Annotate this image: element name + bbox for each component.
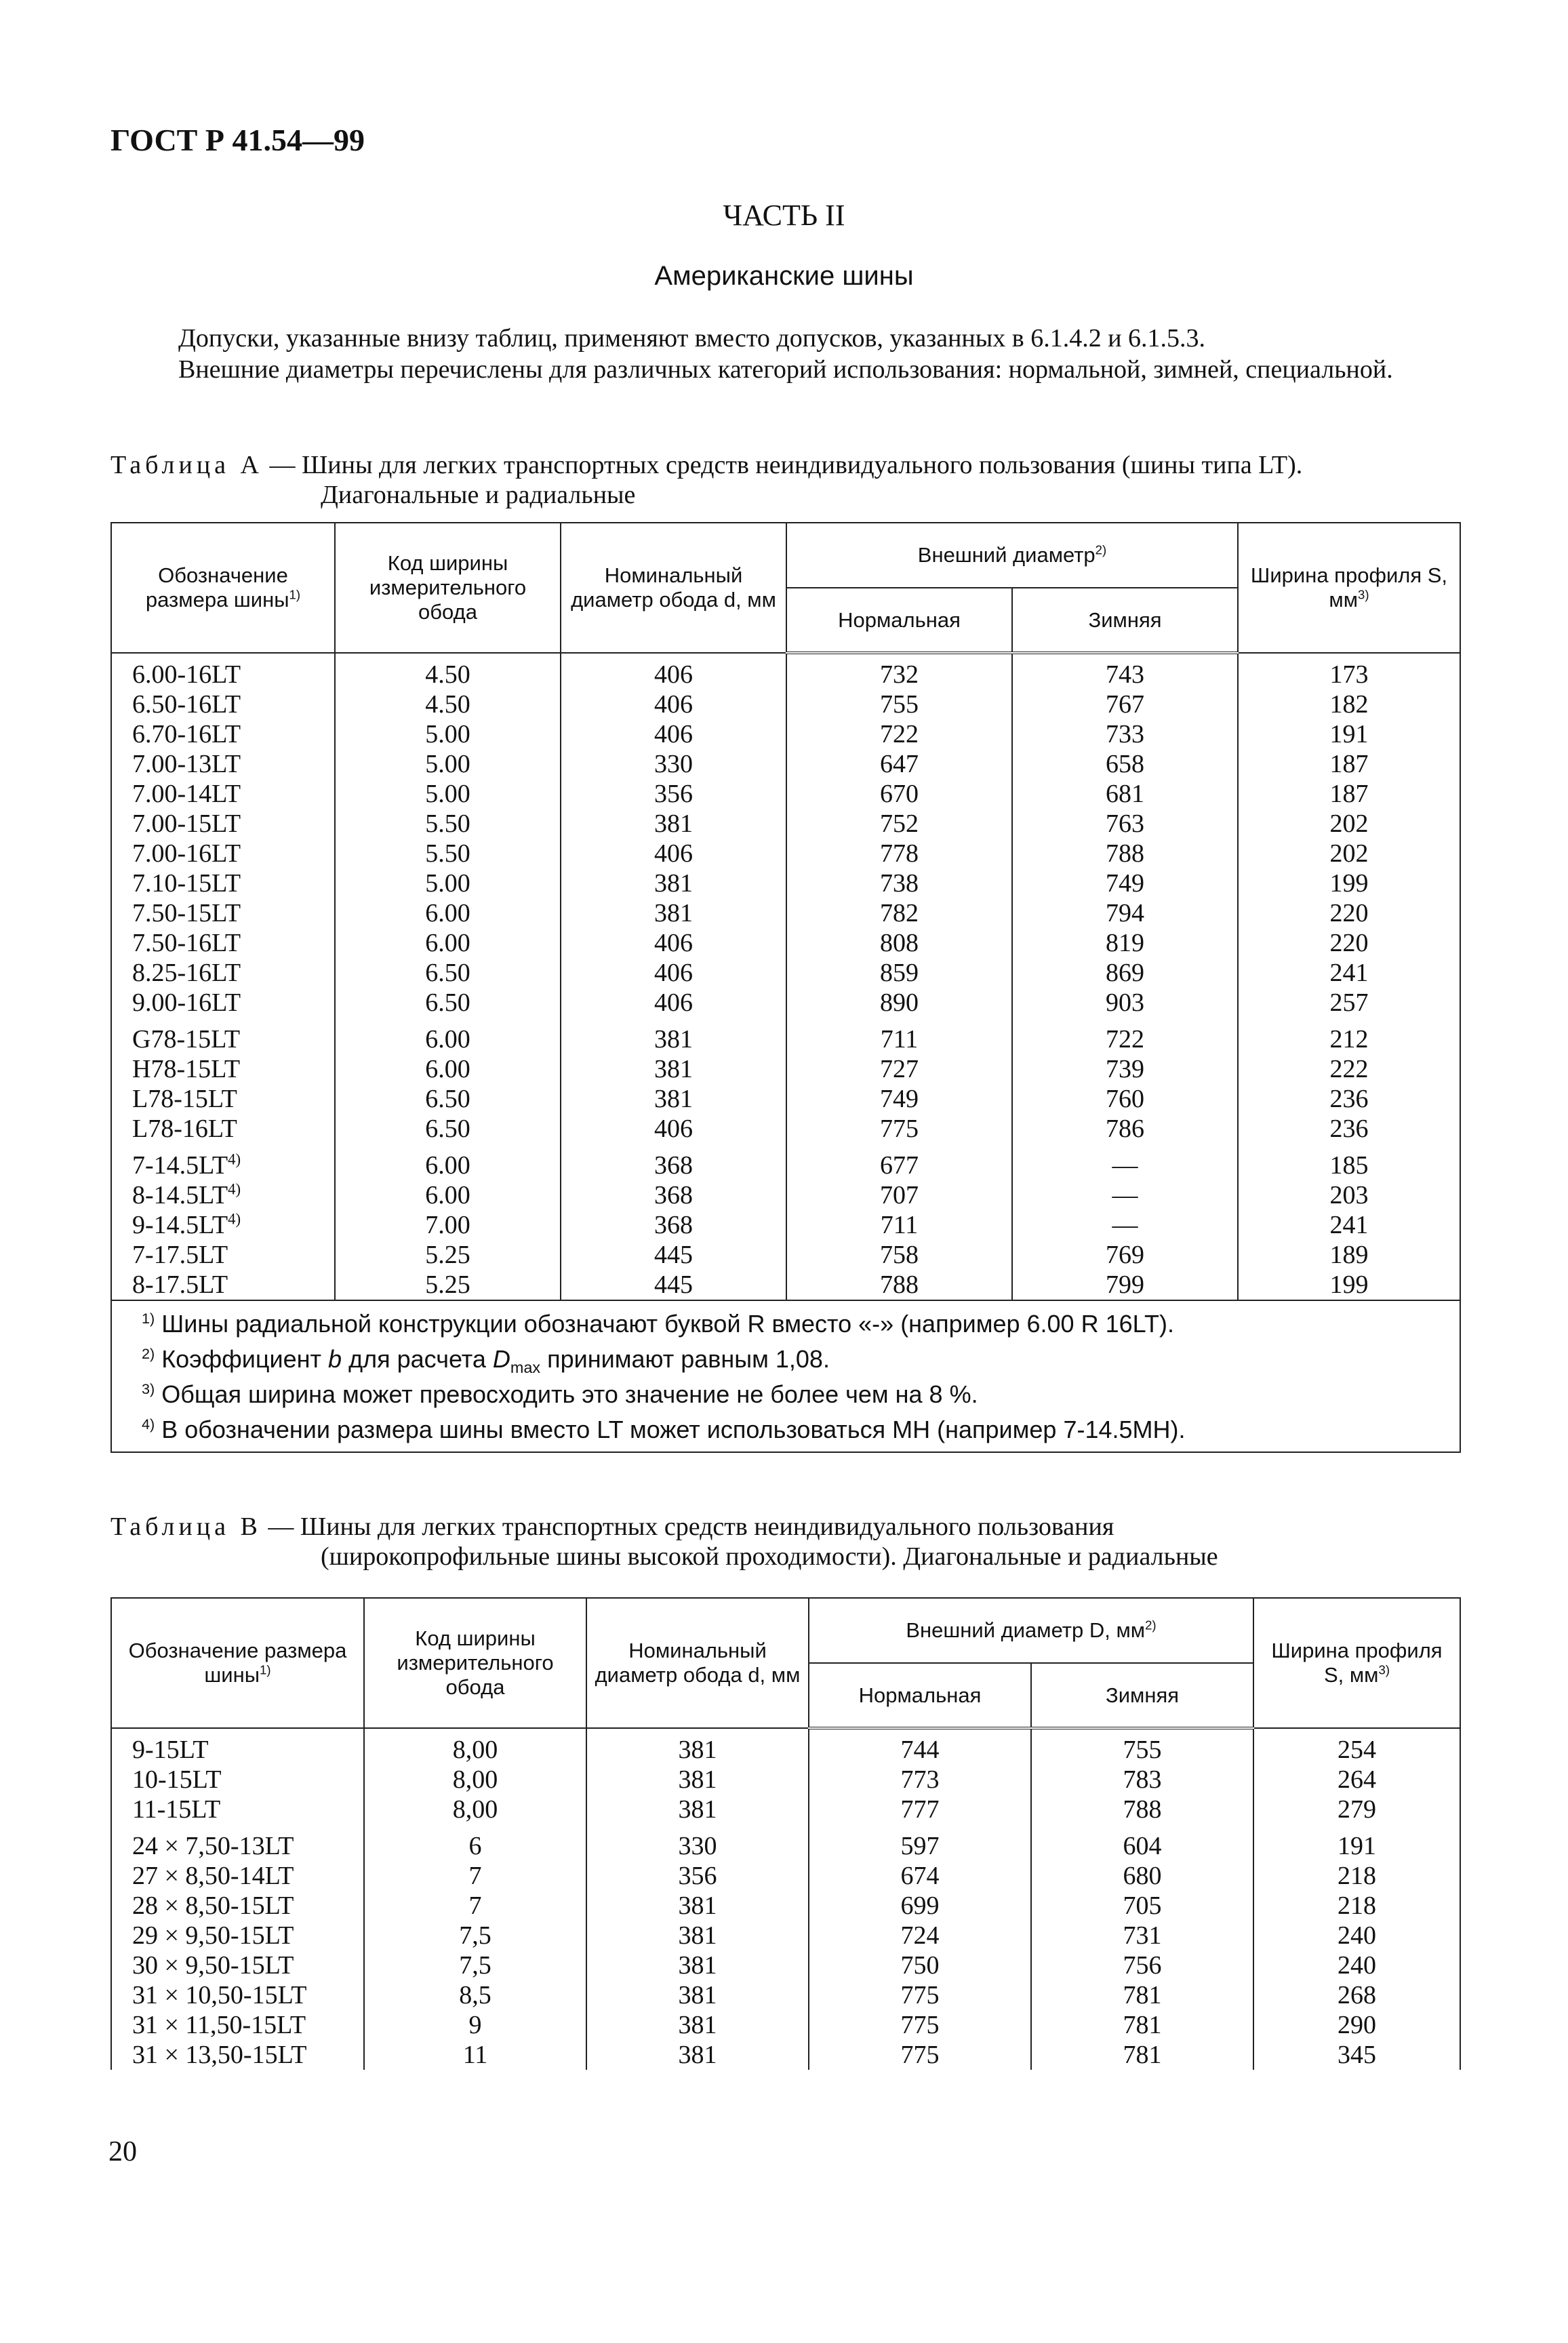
cell-rim-diameter: 330 bbox=[586, 1824, 809, 1861]
cell-width: 187 bbox=[1238, 749, 1460, 779]
table-a-header-outer-diameter: Внешний диаметр$^{2)}$ bbox=[786, 523, 1238, 588]
cell-outer-normal: 738 bbox=[786, 868, 1012, 898]
cell-outer-normal: 775 bbox=[809, 2040, 1031, 2070]
table-row bbox=[111, 1950, 1460, 1980]
cell-width: 182 bbox=[1238, 689, 1460, 719]
cell-rim-diameter: 381 bbox=[561, 809, 786, 839]
cell-rim-diameter: 381 bbox=[561, 898, 786, 928]
cell-size: 7.00-13LT bbox=[111, 749, 335, 779]
cell-rim-diameter: 381 bbox=[561, 1018, 786, 1054]
cell-outer-winter: 869 bbox=[1012, 958, 1238, 988]
cell-outer-normal: 732 bbox=[786, 653, 1012, 689]
table-b-caption-line1: — Шины для легких транспортных средств неиндивидуального пользования bbox=[261, 1513, 1114, 1541]
cell-size: 6.50-16LT bbox=[111, 689, 335, 719]
table-row bbox=[111, 1824, 1460, 1861]
cell-width: 236 bbox=[1238, 1084, 1460, 1114]
cell-rim-diameter: 406 bbox=[561, 988, 786, 1018]
cell-size: H78-15LT bbox=[111, 1054, 335, 1084]
cell-size: 7.10-15LT bbox=[111, 868, 335, 898]
cell-outer-normal: 677 bbox=[786, 1144, 1012, 1180]
cell-rim-diameter: 381 bbox=[561, 1054, 786, 1084]
cell-outer-winter: 786 bbox=[1012, 1114, 1238, 1144]
footnote-4: $^{4)}$ В обозначении размера шины вместо LT может использоваться MH (например 7-14.5MH). bbox=[142, 1416, 1186, 1443]
cell-rim-code: 8,00 bbox=[364, 1795, 586, 1824]
table-row bbox=[111, 839, 1460, 868]
cell-rim-diameter: 330 bbox=[561, 749, 786, 779]
table-a-caption bbox=[110, 450, 1466, 510]
cell-outer-normal: 808 bbox=[786, 928, 1012, 958]
cell-width: 203 bbox=[1238, 1180, 1460, 1210]
table-row bbox=[111, 1891, 1460, 1921]
cell-rim-code: 6.00 bbox=[335, 898, 561, 928]
cell-rim-diameter: 381 bbox=[586, 1980, 809, 2010]
table-row bbox=[111, 653, 1460, 689]
table-a-header-winter: Зимняя bbox=[1012, 588, 1238, 653]
cell-size: 10-15LT bbox=[111, 1765, 364, 1795]
intro-text bbox=[110, 323, 1460, 385]
cell-rim-code: 5.00 bbox=[335, 719, 561, 749]
table-row bbox=[111, 779, 1460, 809]
cell-outer-winter: 739 bbox=[1012, 1054, 1238, 1084]
cell-outer-normal: 788 bbox=[786, 1270, 1012, 1300]
cell-rim-code: 6.50 bbox=[335, 988, 561, 1018]
cell-outer-winter: — bbox=[1012, 1210, 1238, 1240]
table-row bbox=[111, 1018, 1460, 1054]
cell-rim-diameter: 381 bbox=[586, 1891, 809, 1921]
cell-rim-code: 6 bbox=[364, 1824, 586, 1861]
cell-rim-diameter: 381 bbox=[561, 868, 786, 898]
table-row bbox=[111, 689, 1460, 719]
table-row bbox=[111, 1210, 1460, 1240]
cell-rim-code: 6.50 bbox=[335, 1084, 561, 1114]
cell-size: 31 × 10,50-15LT bbox=[111, 1980, 364, 2010]
cell-rim-code: 7,5 bbox=[364, 1921, 586, 1950]
cell-rim-diameter: 381 bbox=[586, 1765, 809, 1795]
cell-outer-winter: 783 bbox=[1031, 1765, 1253, 1795]
cell-outer-normal: 724 bbox=[809, 1921, 1031, 1950]
cell-outer-winter: 722 bbox=[1012, 1018, 1238, 1054]
cell-size: 31 × 13,50-15LT bbox=[111, 2040, 364, 2070]
table-a-header-size: Обозначение размера шины$^{1)}$ bbox=[111, 523, 335, 653]
page-number: 20 bbox=[108, 2136, 137, 2167]
cell-rim-code: 8,5 bbox=[364, 1980, 586, 2010]
cell-size: 31 × 11,50-15LT bbox=[111, 2010, 364, 2040]
cell-outer-winter: 760 bbox=[1012, 1084, 1238, 1114]
cell-outer-normal: 670 bbox=[786, 779, 1012, 809]
table-row bbox=[111, 1728, 1460, 1765]
cell-rim-code: 7 bbox=[364, 1891, 586, 1921]
table-row bbox=[111, 1861, 1460, 1891]
table-row bbox=[111, 1054, 1460, 1084]
cell-outer-normal: 749 bbox=[786, 1084, 1012, 1114]
table-row bbox=[111, 1270, 1460, 1300]
table-a bbox=[110, 522, 1461, 1453]
cell-width: 191 bbox=[1253, 1824, 1460, 1861]
cell-outer-normal: 775 bbox=[809, 2010, 1031, 2040]
cell-width: 241 bbox=[1238, 1210, 1460, 1240]
table-a-header-width: Ширина профиля S, $мм^{3)}$ bbox=[1238, 523, 1460, 653]
cell-outer-winter: 749 bbox=[1012, 868, 1238, 898]
cell-rim-code: 5.50 bbox=[335, 809, 561, 839]
cell-outer-normal: 699 bbox=[809, 1891, 1031, 1921]
cell-outer-winter: 794 bbox=[1012, 898, 1238, 928]
cell-width: 185 bbox=[1238, 1144, 1460, 1180]
cell-size: 8-17.5LT bbox=[111, 1270, 335, 1300]
cell-size: G78-15LT bbox=[111, 1018, 335, 1054]
table-row bbox=[111, 1921, 1460, 1950]
table-row bbox=[111, 1795, 1460, 1824]
cell-size: 7.50-15LT bbox=[111, 898, 335, 928]
table-b-body bbox=[111, 1728, 1460, 2070]
footnote-1: $^{1)}$ Шины радиальной конструкции обозначают буквой R вместо «-» (например 6.00 R 16LT). bbox=[142, 1310, 1174, 1338]
cell-rim-diameter: 381 bbox=[586, 2010, 809, 2040]
cell-outer-normal: 674 bbox=[809, 1861, 1031, 1891]
cell-width: 345 bbox=[1253, 2040, 1460, 2070]
table-row bbox=[111, 749, 1460, 779]
cell-size: 9.00-16LT bbox=[111, 988, 335, 1018]
cell-outer-winter: — bbox=[1012, 1144, 1238, 1180]
cell-outer-normal: 597 bbox=[809, 1824, 1031, 1861]
cell-width: 212 bbox=[1238, 1018, 1460, 1054]
cell-outer-winter: 604 bbox=[1031, 1824, 1253, 1861]
cell-rim-diameter: 381 bbox=[586, 1950, 809, 1980]
table-b-caption bbox=[110, 1512, 1466, 1571]
table-row bbox=[111, 1144, 1460, 1180]
table-row bbox=[111, 2010, 1460, 2040]
cell-outer-winter: 680 bbox=[1031, 1861, 1253, 1891]
cell-size: L78-16LT bbox=[111, 1114, 335, 1144]
cell-size: 6.00-16LT bbox=[111, 653, 335, 689]
cell-rim-diameter: 356 bbox=[561, 779, 786, 809]
table-row bbox=[111, 1114, 1460, 1144]
cell-outer-winter: 681 bbox=[1012, 779, 1238, 809]
cell-outer-normal: 752 bbox=[786, 809, 1012, 839]
cell-outer-winter: 763 bbox=[1012, 809, 1238, 839]
cell-outer-normal: 777 bbox=[809, 1795, 1031, 1824]
cell-rim-code: 5.00 bbox=[335, 749, 561, 779]
table-a-caption-line2: Диагональные и радиальные bbox=[321, 481, 636, 509]
cell-rim-diameter: 381 bbox=[561, 1084, 786, 1114]
cell-rim-code: 7.00 bbox=[335, 1210, 561, 1240]
table-b-header-winter: Зимняя bbox=[1031, 1663, 1253, 1728]
cell-width: 189 bbox=[1238, 1240, 1460, 1270]
cell-rim-diameter: 368 bbox=[561, 1210, 786, 1240]
cell-outer-winter: — bbox=[1012, 1180, 1238, 1210]
cell-size: 9-14.5LT$^{4)}$ bbox=[111, 1210, 335, 1240]
cell-size: 29 × 9,50-15LT bbox=[111, 1921, 364, 1950]
cell-outer-normal: 775 bbox=[786, 1114, 1012, 1144]
table-b-header-rim-code: Код ширины измерительного обода bbox=[364, 1598, 586, 1728]
cell-size: 28 × 8,50-15LT bbox=[111, 1891, 364, 1921]
cell-outer-winter: 903 bbox=[1012, 988, 1238, 1018]
cell-size: 11-15LT bbox=[111, 1795, 364, 1824]
table-row bbox=[111, 868, 1460, 898]
table-row bbox=[111, 1084, 1460, 1114]
table-a-header-normal: Нормальная bbox=[786, 588, 1012, 653]
cell-rim-diameter: 406 bbox=[561, 1114, 786, 1144]
cell-outer-normal: 711 bbox=[786, 1210, 1012, 1240]
section-subtitle: Американские шины bbox=[654, 261, 914, 291]
cell-outer-winter: 756 bbox=[1031, 1950, 1253, 1980]
cell-rim-code: 4.50 bbox=[335, 653, 561, 689]
table-row bbox=[111, 809, 1460, 839]
cell-width: 236 bbox=[1238, 1114, 1460, 1144]
cell-rim-diameter: 356 bbox=[586, 1861, 809, 1891]
cell-rim-diameter: 381 bbox=[586, 2040, 809, 2070]
cell-size: L78-15LT bbox=[111, 1084, 335, 1114]
cell-rim-code: 6.50 bbox=[335, 1114, 561, 1144]
table-row bbox=[111, 988, 1460, 1018]
cell-outer-normal: 773 bbox=[809, 1765, 1031, 1795]
footnote-3: $^{3)}$ Общая ширина может превосходить это значение не более чем на 8 %. bbox=[142, 1380, 978, 1408]
cell-rim-diameter: 406 bbox=[561, 928, 786, 958]
cell-rim-code: 5.25 bbox=[335, 1240, 561, 1270]
cell-width: 268 bbox=[1253, 1980, 1460, 2010]
cell-outer-normal: 758 bbox=[786, 1240, 1012, 1270]
cell-outer-winter: 781 bbox=[1031, 1980, 1253, 2010]
cell-size: 7.00-15LT bbox=[111, 809, 335, 839]
cell-rim-code: 6.00 bbox=[335, 1054, 561, 1084]
part-title: ЧАСТЬ II bbox=[723, 199, 845, 232]
cell-size: 7.00-14LT bbox=[111, 779, 335, 809]
cell-outer-winter: 705 bbox=[1031, 1891, 1253, 1921]
cell-rim-code: 7,5 bbox=[364, 1950, 586, 1980]
intro-paragraph-2: Внешние диаметры перечислены для различных категорий использования: нормальной, зимней, специальной. bbox=[178, 355, 1393, 384]
cell-rim-code: 4.50 bbox=[335, 689, 561, 719]
cell-width: 220 bbox=[1238, 928, 1460, 958]
cell-width: 218 bbox=[1253, 1891, 1460, 1921]
cell-rim-code: 7 bbox=[364, 1861, 586, 1891]
table-row bbox=[111, 719, 1460, 749]
cell-rim-diameter: 381 bbox=[586, 1921, 809, 1950]
cell-rim-diameter: 445 bbox=[561, 1240, 786, 1270]
cell-outer-normal: 782 bbox=[786, 898, 1012, 928]
cell-rim-diameter: 368 bbox=[561, 1180, 786, 1210]
cell-rim-code: 6.00 bbox=[335, 1018, 561, 1054]
cell-width: 241 bbox=[1238, 958, 1460, 988]
cell-size: 30 × 9,50-15LT bbox=[111, 1950, 364, 1980]
cell-width: 191 bbox=[1238, 719, 1460, 749]
cell-rim-diameter: 381 bbox=[586, 1795, 809, 1824]
table-row bbox=[111, 1980, 1460, 2010]
cell-outer-normal: 647 bbox=[786, 749, 1012, 779]
cell-width: 187 bbox=[1238, 779, 1460, 809]
cell-width: 173 bbox=[1238, 653, 1460, 689]
cell-width: 257 bbox=[1238, 988, 1460, 1018]
cell-size: 7.00-16LT bbox=[111, 839, 335, 868]
cell-size: 9-15LT bbox=[111, 1728, 364, 1765]
cell-outer-normal: 859 bbox=[786, 958, 1012, 988]
cell-outer-winter: 781 bbox=[1031, 2040, 1253, 2070]
cell-outer-winter: 769 bbox=[1012, 1240, 1238, 1270]
table-a-label: Таблица А bbox=[110, 451, 263, 479]
cell-size: 7-17.5LT bbox=[111, 1240, 335, 1270]
cell-width: 199 bbox=[1238, 868, 1460, 898]
cell-width: 254 bbox=[1253, 1728, 1460, 1765]
cell-size: 7.50-16LT bbox=[111, 928, 335, 958]
cell-rim-diameter: 368 bbox=[561, 1144, 786, 1180]
cell-rim-diameter: 406 bbox=[561, 839, 786, 868]
table-row bbox=[111, 958, 1460, 988]
cell-size: 6.70-16LT bbox=[111, 719, 335, 749]
table-row bbox=[111, 898, 1460, 928]
cell-outer-normal: 750 bbox=[809, 1950, 1031, 1980]
footnote-2: $^{2)}$ Коэффициент b для расчета $D_{max}$ принимают равным 1,08. bbox=[142, 1345, 830, 1377]
cell-width: 202 bbox=[1238, 839, 1460, 868]
cell-outer-winter: 733 bbox=[1012, 719, 1238, 749]
cell-rim-code: 5.25 bbox=[335, 1270, 561, 1300]
cell-rim-code: 5.00 bbox=[335, 779, 561, 809]
cell-rim-code: 6.00 bbox=[335, 1144, 561, 1180]
cell-outer-winter: 743 bbox=[1012, 653, 1238, 689]
table-a-footnotes bbox=[111, 1300, 1460, 1452]
cell-outer-normal: 727 bbox=[786, 1054, 1012, 1084]
intro-paragraph-1: Допуски, указанные внизу таблиц, применяют вместо допусков, указанных в 6.1.4.2 и 6.1.5.3. bbox=[178, 324, 1206, 353]
table-a-header-rim-diameter: Номинальный диаметр обода d, мм bbox=[561, 523, 786, 653]
cell-outer-winter: 755 bbox=[1031, 1728, 1253, 1765]
cell-width: 202 bbox=[1238, 809, 1460, 839]
cell-size: 7-14.5LT$^{4)}$ bbox=[111, 1144, 335, 1180]
cell-width: 220 bbox=[1238, 898, 1460, 928]
cell-width: 290 bbox=[1253, 2010, 1460, 2040]
cell-outer-normal: 722 bbox=[786, 719, 1012, 749]
cell-outer-winter: 788 bbox=[1012, 839, 1238, 868]
cell-rim-code: 5.00 bbox=[335, 868, 561, 898]
cell-outer-normal: 778 bbox=[786, 839, 1012, 868]
cell-outer-winter: 819 bbox=[1012, 928, 1238, 958]
table-a-header-rim-code: Код ширины измерительного обода bbox=[335, 523, 561, 653]
cell-width: 279 bbox=[1253, 1795, 1460, 1824]
cell-rim-diameter: 445 bbox=[561, 1270, 786, 1300]
cell-size: 24 × 7,50-13LT bbox=[111, 1824, 364, 1861]
cell-outer-normal: 890 bbox=[786, 988, 1012, 1018]
table-a-body bbox=[111, 653, 1460, 1300]
cell-outer-winter: 658 bbox=[1012, 749, 1238, 779]
cell-rim-diameter: 406 bbox=[561, 958, 786, 988]
cell-outer-winter: 767 bbox=[1012, 689, 1238, 719]
table-b-header-width: Ширина профиля S, $мм^{3)}$ bbox=[1253, 1598, 1460, 1728]
table-b-header-size: Обозначение размера шины$^{1)}$ bbox=[111, 1598, 364, 1728]
table-b bbox=[110, 1597, 1461, 2070]
cell-width: 240 bbox=[1253, 1950, 1460, 1980]
cell-rim-code: 8,00 bbox=[364, 1765, 586, 1795]
cell-rim-code: 6.00 bbox=[335, 928, 561, 958]
cell-outer-normal: 755 bbox=[786, 689, 1012, 719]
cell-outer-winter: 731 bbox=[1031, 1921, 1253, 1950]
cell-outer-normal: 744 bbox=[809, 1728, 1031, 1765]
cell-rim-code: 11 bbox=[364, 2040, 586, 2070]
cell-rim-code: 8,00 bbox=[364, 1728, 586, 1765]
cell-rim-code: 6.50 bbox=[335, 958, 561, 988]
cell-outer-winter: 799 bbox=[1012, 1270, 1238, 1300]
table-b-label: Таблица В bbox=[110, 1513, 262, 1541]
document-code: ГОСТ Р 41.54—99 bbox=[110, 123, 365, 157]
cell-rim-code: 6.00 bbox=[335, 1180, 561, 1210]
cell-rim-diameter: 381 bbox=[586, 1728, 809, 1765]
cell-size: 8.25-16LT bbox=[111, 958, 335, 988]
cell-width: 199 bbox=[1238, 1270, 1460, 1300]
cell-rim-code: 9 bbox=[364, 2010, 586, 2040]
cell-outer-winter: 781 bbox=[1031, 2010, 1253, 2040]
table-b-header-rim-diameter: Номинальный диаметр обода d, мм bbox=[586, 1598, 809, 1728]
table-row bbox=[111, 928, 1460, 958]
cell-rim-code: 5.50 bbox=[335, 839, 561, 868]
cell-width: 218 bbox=[1253, 1861, 1460, 1891]
cell-outer-normal: 707 bbox=[786, 1180, 1012, 1210]
cell-rim-diameter: 406 bbox=[561, 719, 786, 749]
cell-width: 222 bbox=[1238, 1054, 1460, 1084]
cell-width: 240 bbox=[1253, 1921, 1460, 1950]
cell-outer-normal: 775 bbox=[809, 1980, 1031, 2010]
table-row bbox=[111, 2040, 1460, 2070]
table-row bbox=[111, 1765, 1460, 1795]
cell-outer-winter: 788 bbox=[1031, 1795, 1253, 1824]
table-a-caption-line1: — Шины для легких транспортных средств неиндивидуального пользования (шины типа LT). bbox=[262, 451, 1303, 479]
table-row bbox=[111, 1240, 1460, 1270]
cell-rim-diameter: 406 bbox=[561, 653, 786, 689]
cell-size: 8-14.5LT$^{4)}$ bbox=[111, 1180, 335, 1210]
table-b-caption-line2: (широкопрофильные шины высокой проходимости). Диагональные и радиальные bbox=[321, 1542, 1218, 1571]
table-b-header-normal: Нормальная bbox=[809, 1663, 1031, 1728]
cell-outer-normal: 711 bbox=[786, 1018, 1012, 1054]
cell-rim-diameter: 406 bbox=[561, 689, 786, 719]
table-b-header-outer-diameter: Внешний диаметр D, $мм^{2)}$ bbox=[809, 1598, 1253, 1663]
table-row bbox=[111, 1180, 1460, 1210]
cell-width: 264 bbox=[1253, 1765, 1460, 1795]
cell-size: 27 × 8,50-14LT bbox=[111, 1861, 364, 1891]
